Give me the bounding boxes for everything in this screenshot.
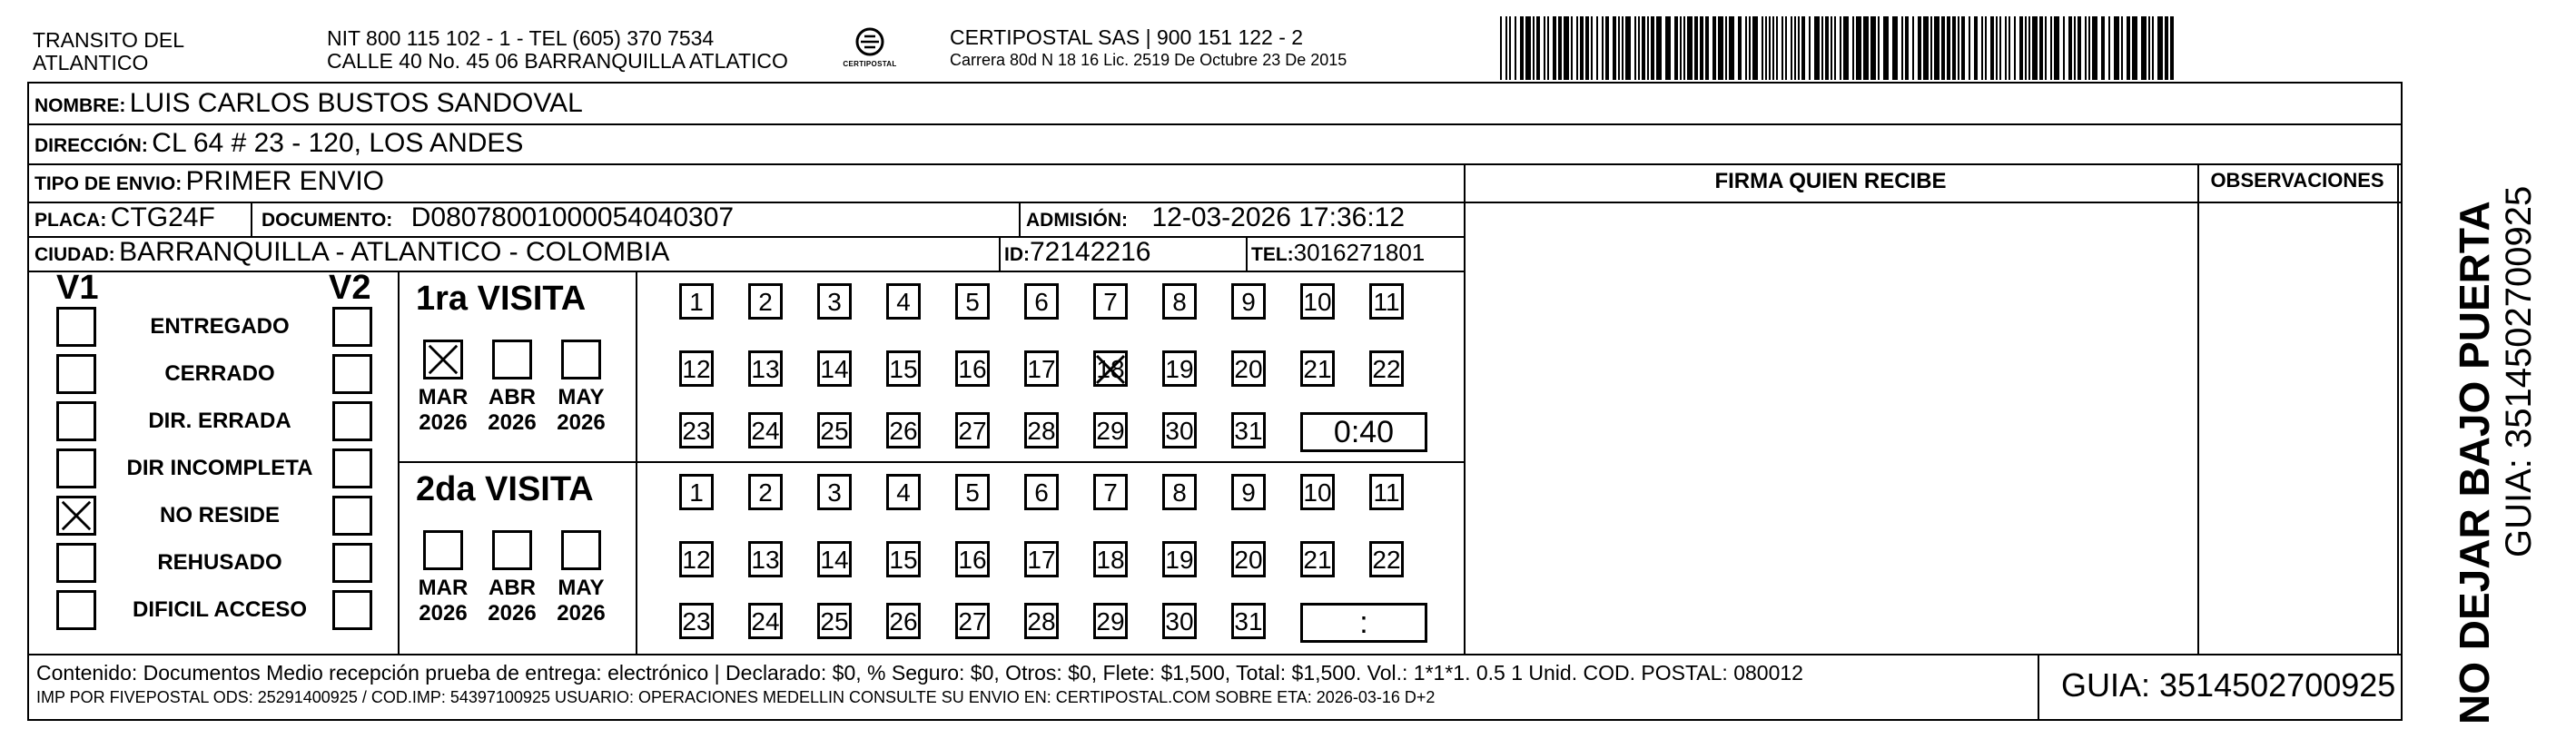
status-label: DIR. ERRADA [148,409,291,433]
carrier-sub: Carrera 80d N 18 16 Lic. 2519 De Octubre 23 De 2015 [950,51,1347,69]
month-label: MAR 2026 [418,385,469,435]
day-box[interactable]: 9 [1231,283,1266,320]
day-box[interactable]: 24 [748,603,783,639]
day-box[interactable]: 3 [817,283,852,320]
status-label: DIFICIL ACCESO [132,597,307,622]
day-box[interactable]: 28 [1024,603,1059,639]
firma-header: FIRMA QUIEN RECIBE [1714,169,1947,193]
day-box[interactable]: 2 [748,474,783,510]
day-box[interactable]: 12 [679,350,714,387]
v2-checkbox[interactable] [332,307,372,347]
month-checkbox[interactable] [492,530,532,570]
ciudad-label: CIUDAD: [35,244,115,265]
month-checkbox[interactable] [492,340,532,379]
day-box[interactable]: 31 [1231,412,1266,448]
certipostal-logo: CERTIPOSTAL [834,24,906,78]
day-box[interactable]: 2 [748,283,783,320]
day-box[interactable]: 25 [817,603,852,639]
day-box[interactable]: 12 [679,541,714,577]
v2-checkbox[interactable] [332,496,372,536]
v2-checkbox[interactable] [332,401,372,441]
footer-guia: GUIA: 3514502700925 [2061,666,2396,704]
day-box[interactable]: 11 [1369,283,1404,320]
id-row [1004,238,1150,271]
day-box[interactable]: 30 [1162,412,1197,448]
v2-checkbox[interactable] [332,590,372,630]
admision-row [1026,203,1405,237]
day-box[interactable]: 29 [1093,412,1128,448]
day-box[interactable]: 9 [1231,474,1266,510]
visit-title: 1ra VISITA [416,280,587,318]
day-box[interactable]: 16 [955,350,990,387]
id-label: ID: [1004,244,1030,265]
day-box[interactable]: 21 [1300,541,1335,577]
day-box[interactable]: 3 [817,474,852,510]
day-box[interactable]: 14 [817,541,852,577]
carrier-info [950,25,1347,71]
status-label: CERRADO [164,361,275,386]
observaciones-header: OBSERVACIONES [2210,169,2384,192]
day-box[interactable]: 6 [1024,283,1059,320]
day-box[interactable]: 5 [955,474,990,510]
tipo-row [35,167,384,201]
day-box[interactable]: 7 [1093,474,1128,510]
footer-contenido: Contenido: Documentos Medio recepción prueba de entrega: electrónico | Declarado: $0, % Seguro: $0, Otros: $0, Flete: $1,500, Total: $1,500. Vol.: 1*1*1. 0.5 1 Unid. COD. POSTAL: 080012 [36,661,1803,685]
status-label: NO RESIDE [159,503,281,527]
v2-checkbox[interactable] [332,448,372,488]
day-box[interactable]: 26 [886,603,921,639]
visit-title: 2da VISITA [416,470,594,508]
day-box[interactable]: 18 [1093,541,1128,577]
day-box[interactable]: 4 [886,283,921,320]
day-box[interactable]: 1 [679,474,714,510]
month-label: ABR 2026 [488,576,537,626]
day-box[interactable]: 6 [1024,474,1059,510]
day-box[interactable]: 21 [1300,350,1335,387]
v2-checkbox[interactable] [332,543,372,583]
day-box[interactable]: 19 [1162,350,1197,387]
barcode [1500,16,2179,80]
day-box[interactable]: 8 [1162,283,1197,320]
time-box[interactable]: 0:40 [1300,412,1427,452]
day-box[interactable]: 11 [1369,474,1404,510]
day-box[interactable]: 7 [1093,283,1128,320]
nit-line: NIT 800 115 102 - 1 - TEL (605) 370 7534 [327,26,715,50]
month-checkbox[interactable] [423,530,463,570]
placa-row [35,203,215,237]
v1-label: V1 [56,269,99,307]
day-box[interactable]: 23 [679,603,714,639]
month-label: MAY 2026 [557,576,606,626]
day-box[interactable]: 18 [1093,350,1128,387]
day-box[interactable]: 26 [886,412,921,448]
carrier-line: CERTIPOSTAL SAS | 900 151 122 - 2 [950,25,1304,49]
day-box[interactable]: 14 [817,350,852,387]
day-box[interactable]: 27 [955,603,990,639]
day-box[interactable]: 22 [1369,350,1404,387]
day-box[interactable]: 17 [1024,350,1059,387]
admision-label: ADMISIÓN: [1026,210,1128,231]
day-box[interactable]: 1 [679,283,714,320]
nombre-value: LUIS CARLOS BUSTOS SANDOVAL [129,88,583,118]
month-label: ABR 2026 [488,385,537,435]
tel-row [1251,238,1425,271]
day-box[interactable]: 29 [1093,603,1128,639]
company-name [33,29,184,74]
side-warning: NO DEJAR BAJO PUERTA [2451,201,2498,724]
time-box[interactable]: : [1300,603,1427,643]
documento-label: DOCUMENTO: [262,210,393,231]
tipo-value: PRIMER ENVIO [185,166,385,196]
company-line-2: ATLANTICO [33,51,149,74]
nombre-row [35,89,583,123]
address-line: CALLE 40 No. 45 06 BARRANQUILLA ATLATICO [327,49,788,73]
tel-label: TEL: [1251,244,1294,265]
day-box[interactable]: 30 [1162,603,1197,639]
status-label: REHUSADO [157,550,282,575]
ciudad-row [35,238,669,271]
status-label: DIR INCOMPLETA [126,456,313,480]
day-box[interactable]: 24 [748,412,783,448]
sender-info [327,27,788,73]
ciudad-value: BARRANQUILLA - ATLANTICO - COLOMBIA [119,237,670,267]
day-box[interactable]: 15 [886,541,921,577]
day-box[interactable]: 28 [1024,412,1059,448]
day-box[interactable]: 31 [1231,603,1266,639]
tel-value: 3016271801 [1293,239,1426,266]
day-box[interactable]: 25 [817,412,852,448]
day-box[interactable]: 22 [1369,541,1404,577]
tipo-label: TIPO DE ENVIO: [35,173,183,194]
day-box[interactable]: 10 [1300,474,1335,510]
id-value: 72142216 [1030,237,1151,267]
day-box[interactable]: 20 [1231,350,1266,387]
day-box[interactable]: 13 [748,541,783,577]
month-checkbox[interactable] [423,340,463,379]
placa-label: PLACA: [35,210,107,231]
documento-row [262,203,734,237]
day-box[interactable]: 16 [955,541,990,577]
footer-imp: IMP POR FIVEPOSTAL ODS: 25291400925 / COD.IMP: 54397100925 USUARIO: OPERACIONES MEDELLIN CONSULTE SU ENVIO EN: CERTIPOSTAL.COM SOBRE ETA: 2026-03-16 D+2 [36,688,1436,706]
month-checkbox[interactable] [561,530,601,570]
day-box[interactable]: 19 [1162,541,1197,577]
side-guia: GUIA: 3514502700925 [2499,185,2539,557]
day-box[interactable]: 4 [886,474,921,510]
day-box[interactable]: 20 [1231,541,1266,577]
day-box[interactable]: 17 [1024,541,1059,577]
company-line-1: TRANSITO DEL [33,28,184,52]
placa-value: CTG24F [110,202,215,232]
v2-label: V2 [329,269,371,307]
nombre-label: NOMBRE: [35,95,126,116]
day-box[interactable]: 23 [679,412,714,448]
day-box[interactable]: 13 [748,350,783,387]
direccion-row [35,129,523,163]
documento-value: D08078001000054040307 [410,202,735,232]
month-label: MAY 2026 [557,385,606,435]
day-box[interactable]: 15 [886,350,921,387]
admision-value: 12-03-2026 17:36:12 [1151,202,1406,232]
direccion-label: DIRECCIÓN: [35,135,148,156]
day-box[interactable]: 8 [1162,474,1197,510]
month-label: MAR 2026 [418,576,469,626]
status-label: ENTREGADO [150,314,290,339]
day-box[interactable]: 5 [955,283,990,320]
month-checkbox[interactable] [561,340,601,379]
day-box[interactable]: 27 [955,412,990,448]
direccion-value: CL 64 # 23 - 120, LOS ANDES [152,128,524,158]
v2-checkbox[interactable] [332,354,372,394]
day-box[interactable]: 10 [1300,283,1335,320]
